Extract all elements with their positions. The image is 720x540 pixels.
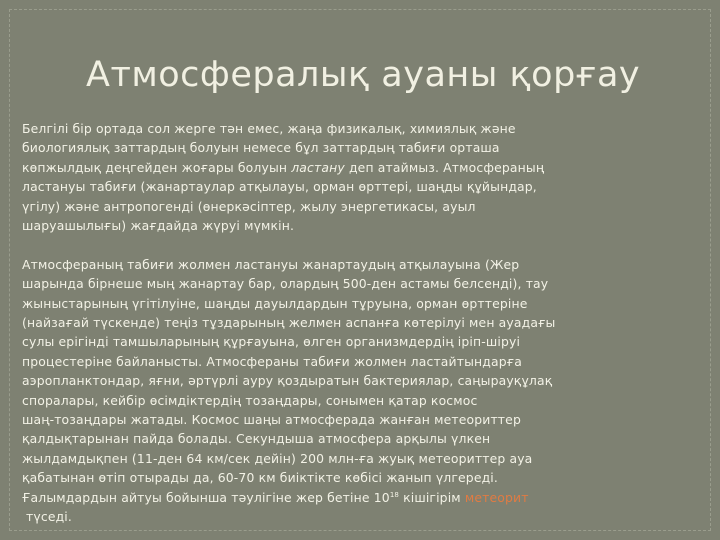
text-line: [22, 488, 694, 507]
text-line: шаң-тозаңдары жатады. Космос шаңы атмосферада жанған метеориттер: [22, 412, 521, 428]
text-line: (найзағай түскенде) теңіз тұздарының желмен аспанға көтерілуі мен ауадағы: [22, 315, 556, 331]
text-line: сулы ерігінді тамшыларының құрғауына, өлген организмдердің іріп-шіруі: [22, 334, 521, 350]
slide-body: [22, 119, 694, 527]
text-line: [22, 158, 694, 177]
superscript-exponent: 18: [389, 490, 400, 499]
text-segment: кішігірім: [399, 489, 465, 505]
text-line: жыныстарының үгітілуіне, шаңды дауылдардын тұруына, орман өрттеріне: [22, 295, 528, 311]
text-line: ластануы табиғи (жанартаулар атқылауы, орман өрттері, шаңды құйындар,: [22, 179, 537, 195]
meteorite-link[interactable]: метеорит: [464, 489, 529, 505]
slide-title: Атмосфералық ауаны қорғау: [86, 55, 641, 95]
paragraph-natural-pollution: [22, 255, 694, 527]
text-segment: көпжылдық деңгейден жоғары болуын: [22, 159, 292, 175]
text-line: шаруашылығы) жағдайда жүруі мүмкін.: [22, 218, 295, 234]
text-line: қалдықтарынан пайда болады. Секундыша атмосфера арқылы үлкен: [22, 431, 491, 447]
text-line: споралары, кейбір өсімдіктердің тозаңдары, сонымен қатар космос: [22, 392, 478, 408]
text-line: процестеріне байланысты. Атмосфераны табиғи жолмен ластайтындарға: [22, 353, 522, 369]
text-segment: Ғалымдардын айтуы бойынша тәулігіне жер бетіне 10: [22, 489, 390, 505]
text-line: түседі.: [26, 509, 72, 525]
text-line: жылдамдықпен (11-ден 64 км/сек дейін) 200 млн-ға жуық метеориттер ауа: [22, 450, 533, 466]
text-line: қабатынан өтіп отырады да, 60-70 км биіктікте көбісі жанып үлгереді.: [22, 470, 498, 486]
text-segment: деп атаймыз. Атмосфераның: [344, 159, 545, 175]
text-line: Атмосфераның табиғи жолмен ластануы жанартаудың атқылауына (Жер: [22, 256, 520, 272]
text-line: биологиялық заттардың болуын немесе бұл заттардың табиғи орташа: [22, 140, 500, 156]
paragraph-pollution-definition: [22, 119, 694, 235]
text-line: үгілу) және антропогенді (өнеркәсіптер, жылу энергетикасы, ауыл: [22, 198, 476, 214]
text-line: шарында бірнеше мың жанартау бар, олардың 500-ден астамы белсенді), тау: [22, 276, 549, 292]
text-line: Белгілі бір ортада сол жерге тән емес, жаңа физикалық, химиялық және: [22, 121, 516, 136]
text-line: аэропланктондар, яғни, әртүрлі ауру қоздыратын бактериялар, саңырауқұлақ: [22, 373, 553, 389]
term-pollution: ластану: [291, 159, 345, 175]
